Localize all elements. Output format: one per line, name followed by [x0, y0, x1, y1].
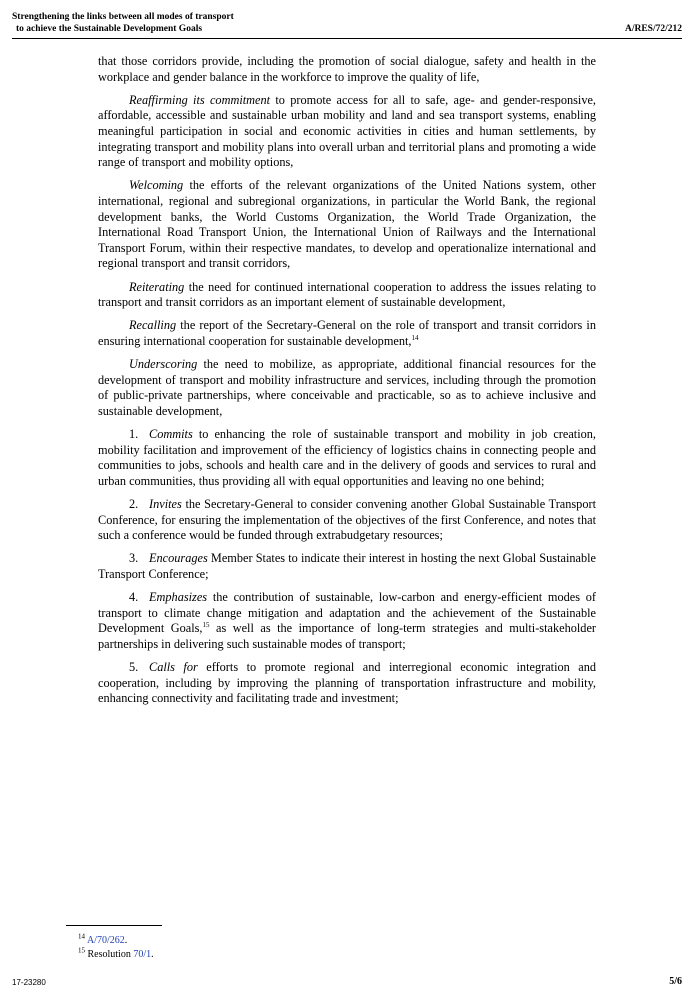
preamble-paragraph: that those corridors provide, including the promotion of social dialogue, safety and health in the workplace and gender balance in the workforce to improve the quality of life, [98, 54, 596, 84]
footnotes [78, 934, 154, 962]
paragraph-number: 4. [129, 590, 139, 605]
preamble-paragraph: Welcoming the efforts of the relevant organizations of the United Nations system, other international, regional and subregional organizations, in particular the World Bank, the regional development banks, the World Customs Organization, the World Trade Organization, the International Road Transport Union, the International Union of Railways and the International Transport Forum, within their respective mandates, to develop and operationalize international and regional transport and transit corridors, [98, 178, 596, 271]
preamble-paragraph: Reaffirming its commitment to promote access for all to safe, age- and gender-responsive, affordable, accessible and sustainable urban mobility and land and sea transport systems, enabling meaningful participation in social and economic activities in cities and human settlements, by integrating transport and mobility plans into overall urban and territorial plans and promoting a wide range of transport and mobility options, [98, 92, 596, 170]
footnote-link[interactable]: 70/1 [133, 949, 152, 960]
header-rule [12, 38, 682, 39]
header-title-line2: to achieve the Sustainable Development Goals [16, 24, 203, 34]
operative-paragraph: 5. Calls for efforts to promote regional and interregional economic integration and cooperation, including by improving the planning of transportation infrastructure and mobility, enhancing connectivity and facilitating trade and investment; [98, 660, 596, 706]
footnote-item: $^{14}$ A/70/262. [78, 932, 128, 946]
footnote-item: $^{15}$ Resolution 70/1. [78, 946, 154, 960]
paragraph-number: 2. [129, 497, 139, 511]
footnote-ref[interactable]: 15 [202, 621, 210, 630]
footnote-ref[interactable]: 14 [411, 333, 419, 342]
operative-paragraph: 1. Commits to enhancing the role of sustainable transport and mobility in job creation, mobility facilitation and improvement of the efficiency of logistics chains in connecting people and communities to jobs, schools and health care and in the delivery of goods and services to rural and urban communities, thus providing all with equal opportunities and leaving no one behind; [98, 427, 596, 488]
footnote-link[interactable]: A/70/262 [86, 935, 125, 946]
preamble-paragraph: Reiterating the need for continued international cooperation to address the issues relating to transport and transit corridors as an important element of sustainable development, [98, 279, 596, 310]
paragraph-number: 1. [129, 427, 139, 442]
operative-paragraph: 3. Encourages Member States to indicate their interest in hosting the next Global Sustainable Transport Conference; [98, 551, 596, 581]
header-title-line1: Strengthening the links between all modes of transport [12, 12, 234, 22]
footnote-number: 15 [78, 946, 85, 955]
paragraph-number: 3. [129, 551, 139, 566]
preamble-paragraph: Recalling the report of the Secretary-General on the role of transport and transit corridors in ensuring international cooperation for sustainable development,$^{14}$ [98, 318, 596, 348]
document-number: 17-23280 [12, 978, 46, 987]
document-symbol: A/RES/72/212 [624, 24, 682, 34]
operative-paragraph: 2. Invites the Secretary-General to consider convening another Global Sustainable Transport Conference, for ensuring the implementation of the objectives of the first Conference, and notes that such a conference would be funded through extrabudgetary resources; [98, 497, 596, 543]
footnote-number: 14 [78, 932, 85, 941]
operative-paragraph: 4. Emphasizes the contribution of sustainable, low-carbon and energy-efficient modes of transport to climate change mitigation and adaptation and the achievement of the Sustainable Development Goals,$^{15}$ as well as the importance of long-term strategies and multi-stakeholder partnerships in delivering such sustainable modes of transport; [98, 590, 596, 651]
preamble-paragraph: Underscoring the need to mobilize, as appropriate, additional financial resources for the development of transport and mobility infrastructure and services, including through the promotion of public-private partnerships, where conceivable and practicable, so as to achieve inclusive and sustainable development, [98, 357, 596, 418]
paragraph-number: 5. [129, 660, 139, 675]
page-number: 5/6 [669, 976, 682, 987]
footnote-separator [66, 925, 162, 926]
document-body [98, 54, 596, 715]
